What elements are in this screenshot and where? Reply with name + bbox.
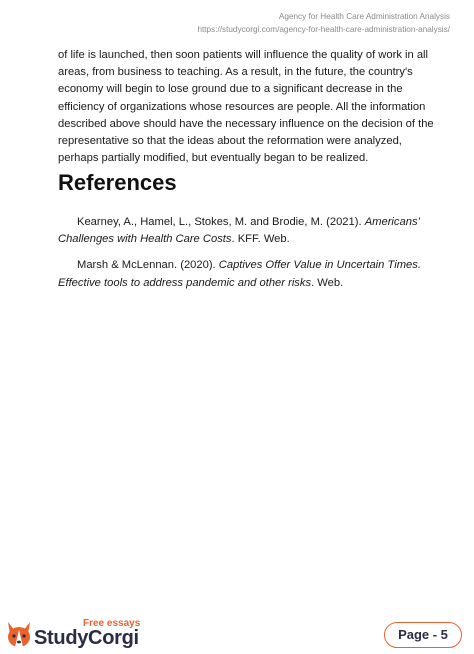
reference-authors: Marsh & McLennan. (2020). [77,259,219,272]
studycorgi-logo[interactable] [4,616,154,650]
body-text [58,47,436,167]
document-url[interactable]: https://studycorgi.com/agency-for-health-care-administration-analysis/ [197,25,450,34]
references-heading: References [58,170,177,195]
reference-title: Americans’ Challenges with Health Care Costs [58,216,420,246]
body-paragraph: of life is launched, then soon patients will influence the quality of work in all areas, from business to teaching. As a result, in the future, the country's economy will begin to lose ground due to a significant decrease in the efficiency of organizations whose resources are people. All the information described above should have the necessary influence on the decision of the representative so that the ideas about the reformation were analyzed, perhaps partially modified, but eventually began to be realized. [58,49,434,165]
reference-title: Captives Offer Value in Uncertain Times. Effective tools to address pandemic and other risks [58,259,421,289]
reference-source: . KFF. Web. [231,233,290,246]
reference-source: . Web. [311,276,344,289]
page-number-badge: Page - 5 [384,622,462,648]
reference-item [58,257,438,291]
reference-item [58,214,438,248]
page-header [197,10,450,36]
logo-brand-name: StudyCorgi [34,627,139,649]
references-list [58,214,438,301]
corgi-icon [4,620,34,650]
document-title: Agency for Health Care Administration Analysis [278,12,450,21]
reference-authors: Kearney, A., Hamel, L., Stokes, M. and Brodie, M. (2021). [77,216,365,228]
logo-tagline: Free essays [83,618,141,629]
